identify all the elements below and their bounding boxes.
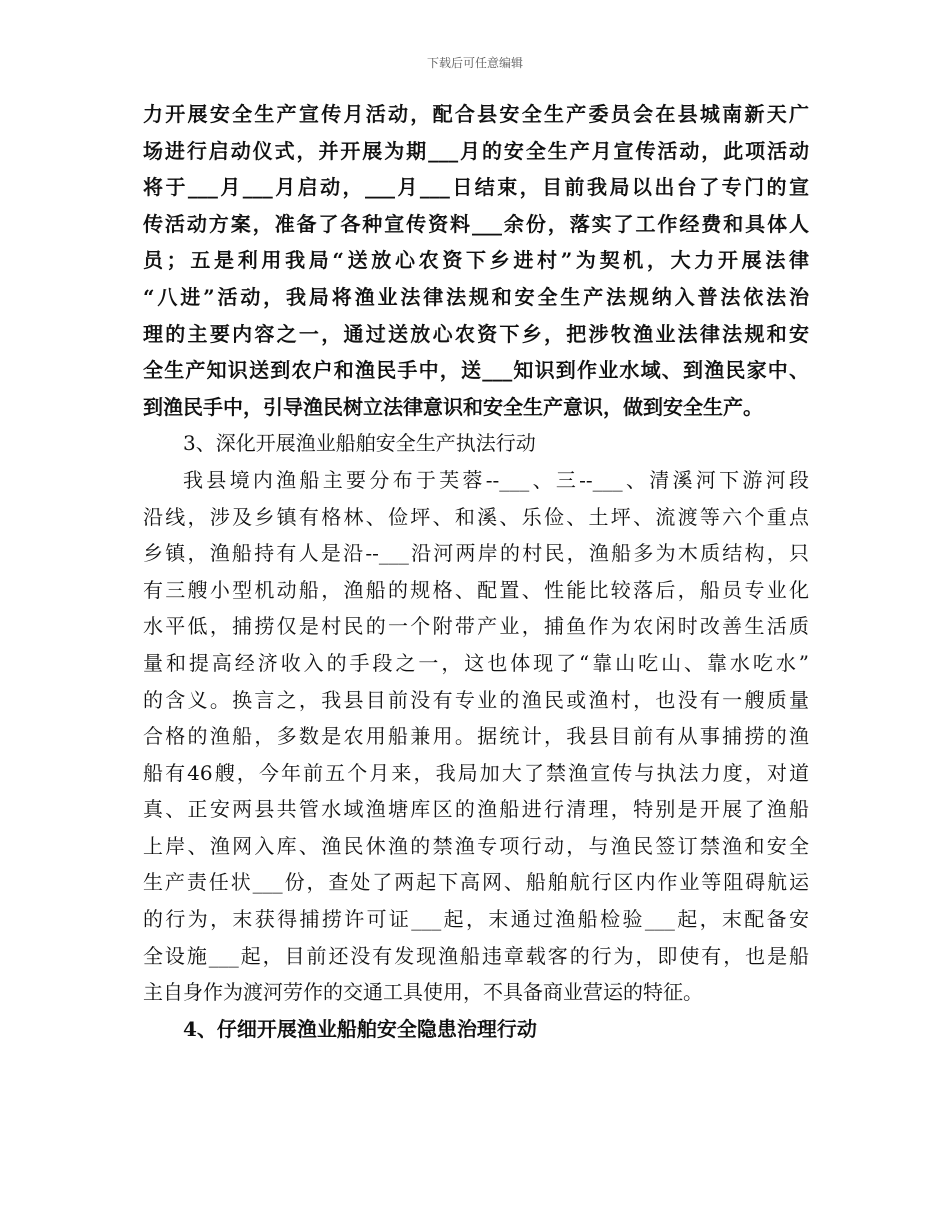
paragraph-line: 员；五是利用我局“送放心农资下乡进村”为契机，大力开展法律 (143, 248, 809, 273)
paragraph-line: 的行为，末获得捕捞许可证___起，末通过渔船检验___起，末配备安 (143, 907, 809, 932)
paragraph-line: 传活动方案，准备了各种宣传资料___余份，落实了工作经费和具体人 (143, 211, 809, 236)
paragraph-line: 我县境内渔船主要分布于芙蓉--___、三--___、清溪河下游河段 (183, 467, 809, 492)
paragraph-line: 场进行启动仪式，并开展为期___月的安全生产月宣传活动，此项活动 (143, 138, 809, 163)
page-header: 下载后可任意编辑 (426, 56, 523, 70)
paragraph-line: 合格的渔船，多数是农用船兼用。据统计，我县目前有从事捕捞的渔 (143, 724, 809, 749)
paragraph-line: 乡镇，渔船持有人是沿--___沿河两岸的村民，渔船多为木质结构，只 (143, 541, 809, 566)
document-body (143, 96, 809, 1047)
paragraph-line: 生产责任状___份，查处了两起下高网、船舶航行区内作业等阻碍航运 (143, 870, 809, 895)
paragraph-line: 沿线，涉及乡镇有格林、俭坪、和溪、乐俭、土坪、流渡等六个重点 (143, 504, 809, 529)
section-3-paragraph (143, 462, 809, 1011)
paragraph-line: 的含义。换言之，我县目前没有专业的渔民或渔村，也没有一艘质量 (143, 687, 809, 712)
paragraph-line: 有三艘小型机动船，渔船的规格、配置、性能比较落后，船员专业化 (143, 577, 809, 602)
paragraph-line: 量和提高经济收入的手段之一，这也体现了“靠山吃山、靠水吃水” (143, 650, 809, 675)
paragraph-line: 将于___月___月启动，___月___日结束，目前我局以出台了专门的宣 (143, 175, 809, 200)
section-3-heading: 3、深化开展渔业船舶安全生产执法行动 (183, 431, 536, 456)
paragraph-line: 力开展安全生产宣传月活动，配合县安全生产委员会在县城南新天广 (143, 102, 809, 126)
paragraph-line: 全设施___起，目前还没有发现渔船违章载客的行为，即使有，也是船 (143, 943, 809, 968)
section-4-heading: 4、仔细开展渔业船舶安全隐患治理行动 (183, 1016, 537, 1041)
paragraph-line: “八进”活动，我局将渔业法律法规和安全生产法规纳入普法依法治 (143, 284, 809, 309)
paragraph-line: 到渔民手中，引导渔民树立法律意识和安全生产意识，做到安全生产。 (143, 394, 763, 419)
paragraph-line: 上岸、渔网入库、渔民休渔的禁渔专项行动，与渔民签订禁渔和安全 (143, 833, 809, 858)
paragraph-line: 船有46艘，今年前五个月来，我局加大了禁渔宣传与执法力度，对道 (143, 760, 809, 785)
paragraph-line: 真、正安两县共管水域渔塘库区的渔船进行清理，特别是开展了渔船 (143, 797, 809, 822)
bold-paragraph (143, 96, 809, 425)
paragraph-line: 水平低，捕捞仅是村民的一个附带产业，捕鱼作为农闲时改善生活质 (143, 614, 809, 639)
paragraph-line: 理的主要内容之一，通过送放心农资下乡，把涉牧渔业法律法规和安 (143, 321, 809, 346)
paragraph-line: 全生产知识送到农户和渔民手中，送___知识到作业水域、到渔民家中、 (143, 358, 809, 383)
paragraph-line: 主自身作为渡河劳作的交通工具使用，不具备商业营运的特征。 (143, 980, 703, 1005)
